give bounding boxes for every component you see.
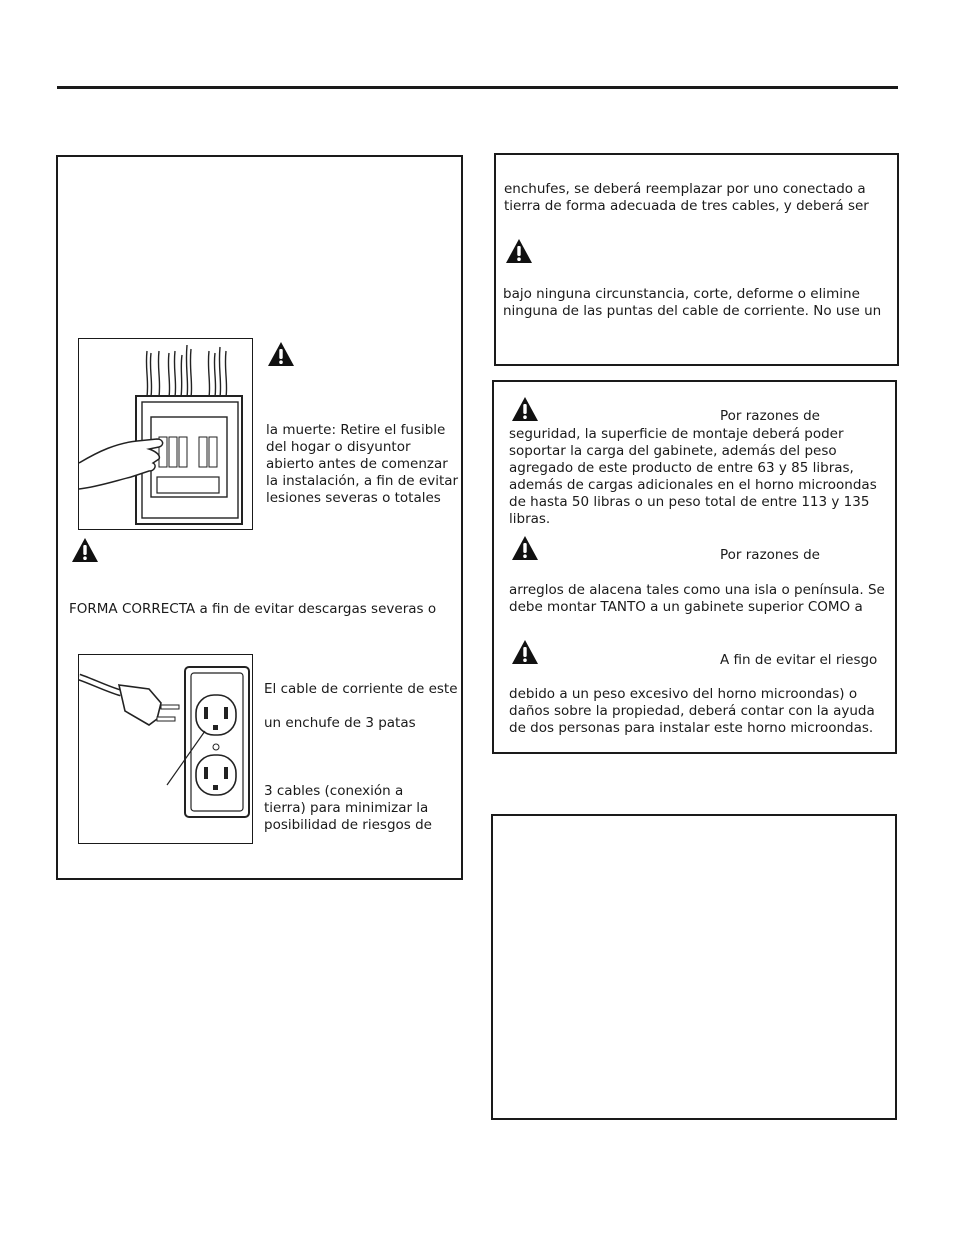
header-rule xyxy=(57,86,898,89)
shock-warning-line-4: la instalación, a fin de evitar xyxy=(266,473,459,489)
shock-warning-line-1: la muerte: Retire el fusible xyxy=(266,422,446,438)
outlet-text-line-1: enchufes, se deberá reemplazar por uno conectado a xyxy=(504,181,866,197)
weight-warning-line-1: seguridad, la superficie de montaje deberá poder xyxy=(509,426,844,442)
power-cord-text-line-2: un enchufe de 3 patas xyxy=(264,715,416,731)
plug-warning-line-2: ninguna de las puntas del cable de corriente. No use un xyxy=(503,303,882,319)
two-person-warning-line-2: daños sobre la propiedad, deberá contar con la ayuda xyxy=(509,703,875,719)
warning-triangle-icon xyxy=(71,537,99,563)
cabinet-warning-head: Por razones de xyxy=(720,547,820,563)
grounding-text-line-1: 3 cables (conexión a xyxy=(264,783,404,799)
weight-warning-line-2: soportar la carga del gabinete, además del peso xyxy=(509,443,837,459)
shock-warning-line-2: del hogar o disyuntor xyxy=(266,439,411,455)
weight-warning-line-6: libras. xyxy=(509,511,551,527)
plug-warning-line-1: bajo ninguna circunstancia, corte, deforme o elimine xyxy=(503,286,860,302)
grounding-text-line-2: tierra) para minimizar la xyxy=(264,800,429,816)
two-person-warning-line-3: de dos personas para instalar este horno microondas. xyxy=(509,720,874,736)
weight-warning-head: Por razones de xyxy=(720,408,820,424)
power-cord-text-line-1: El cable de corriente de este xyxy=(264,681,458,697)
grounding-warning-line: FORMA CORRECTA a fin de evitar descargas severas o xyxy=(69,601,437,617)
plug-outlet-illustration xyxy=(78,654,253,844)
empty-info-box xyxy=(491,814,897,1120)
outlet-text-line-2: tierra de forma adecuada de tres cables, y deberá ser xyxy=(504,198,869,214)
shock-warning-line-5: lesiones severas o totales xyxy=(266,490,441,506)
weight-warning-line-5: de hasta 50 libras o un peso total de entre 113 y 135 xyxy=(509,494,870,510)
warning-triangle-icon xyxy=(267,341,295,367)
warning-triangle-icon xyxy=(505,238,533,264)
two-person-warning-head: A fin de evitar el riesgo xyxy=(720,652,878,668)
cabinet-warning-line-2: debe montar TANTO a un gabinete superior COMO a xyxy=(509,599,863,615)
grounding-text-line-3: posibilidad de riesgos de xyxy=(264,817,432,833)
breaker-panel-illustration xyxy=(78,338,253,530)
two-person-warning-line-1: debido a un peso excesivo del horno microondas) o xyxy=(509,686,858,702)
cabinet-warning-line-1: arreglos de alacena tales como una isla o península. Se xyxy=(509,582,885,598)
shock-warning-line-3: abierto antes de comenzar xyxy=(266,456,448,472)
warning-triangle-icon xyxy=(511,535,539,561)
weight-warning-line-4: además de cargas adicionales en el horno microondas xyxy=(509,477,877,493)
weight-warning-line-3: agregado de este producto de entre 63 y 85 libras, xyxy=(509,460,854,476)
warning-triangle-icon xyxy=(511,639,539,665)
warning-triangle-icon xyxy=(511,396,539,422)
